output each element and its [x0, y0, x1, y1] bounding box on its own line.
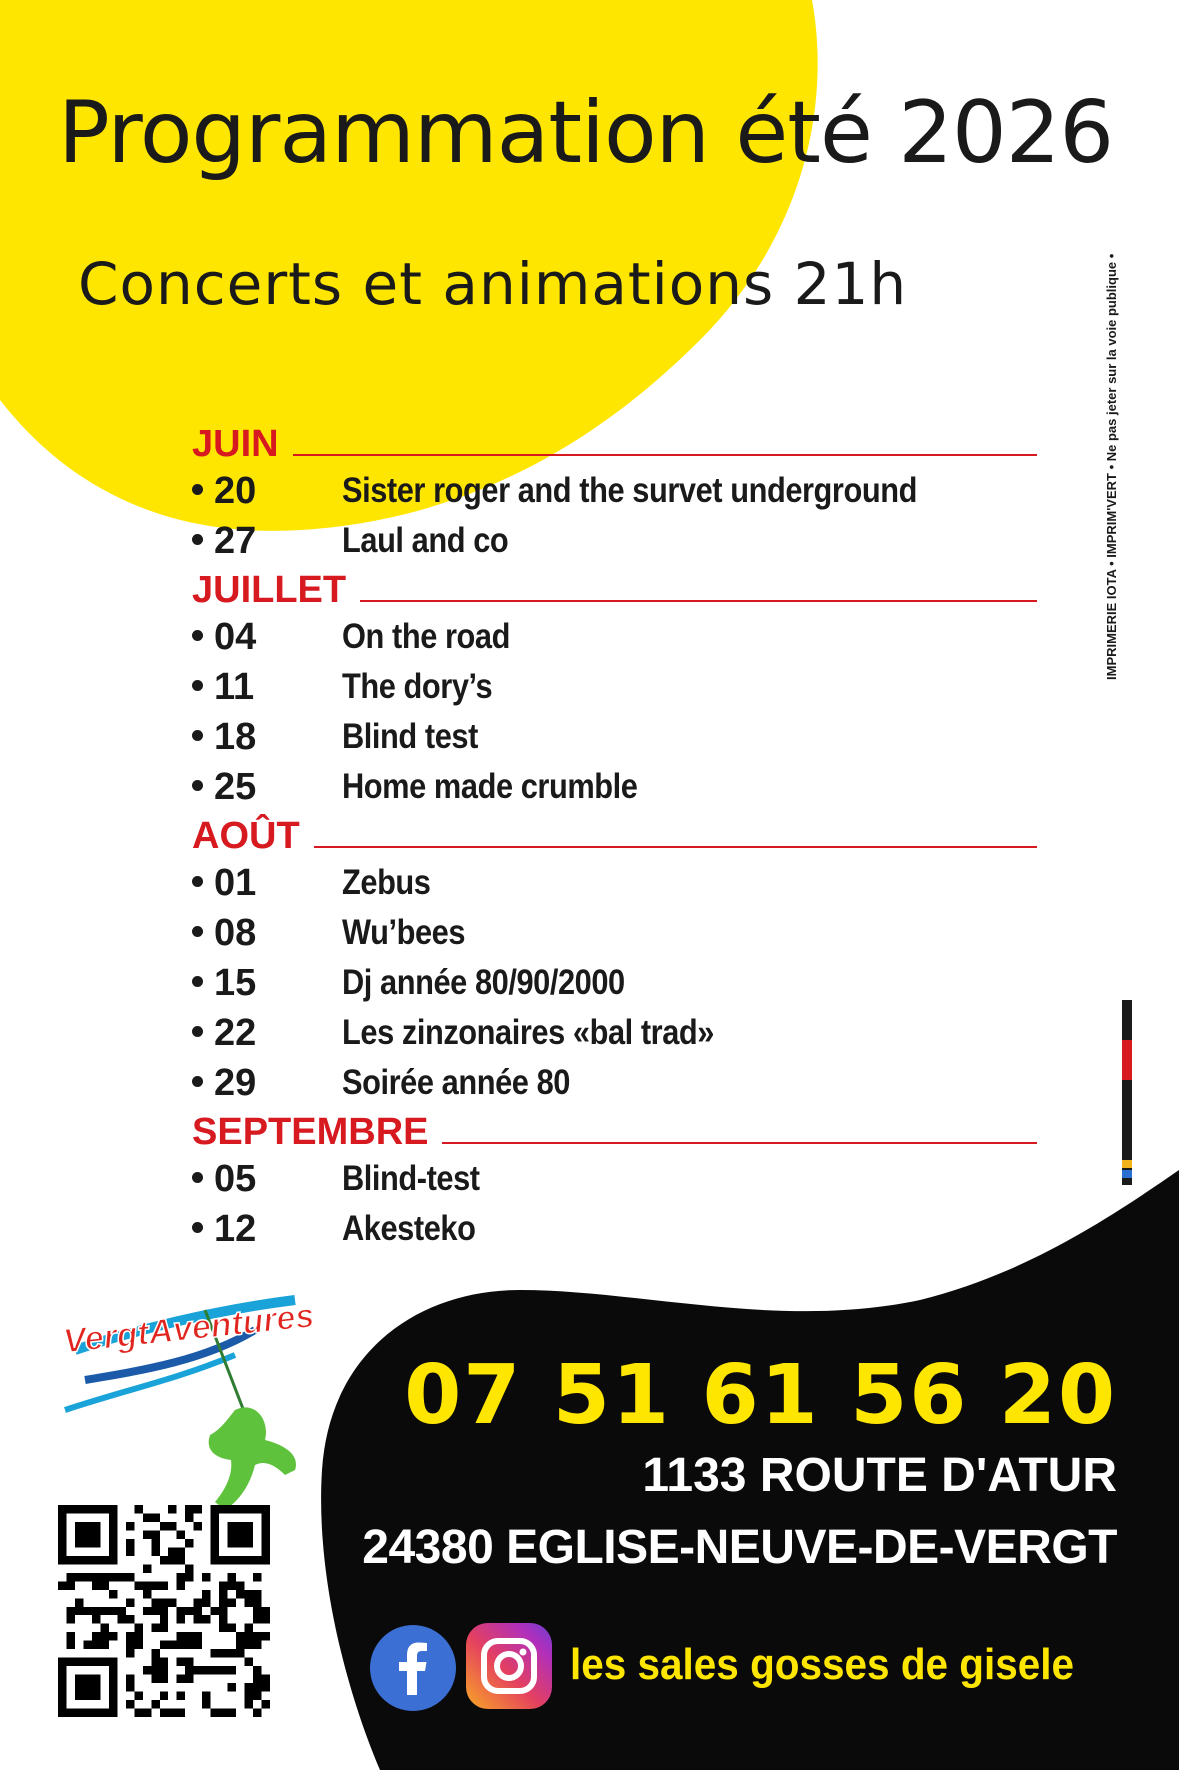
event-day-number: 25	[214, 765, 257, 808]
event-row	[192, 858, 1037, 908]
event-day-number: 05	[214, 1157, 257, 1200]
address-line-2: 24380 EGLISE-NEUVE-DE-VERGT	[362, 1521, 1117, 1574]
bullet-icon	[192, 1076, 203, 1087]
bullet-icon	[192, 730, 203, 741]
month-header	[192, 814, 1037, 858]
event-row	[192, 612, 1037, 662]
vergtaventures-logo	[55, 1270, 355, 1520]
event-day	[192, 862, 342, 905]
event-day	[192, 1062, 342, 1105]
event-day-number: 04	[214, 615, 257, 658]
poster-subtitle: Concerts et animations 21h	[78, 250, 908, 318]
event-name: Blind-test	[342, 1159, 480, 1198]
bullet-icon	[192, 1026, 203, 1037]
event-day-number: 29	[214, 1061, 257, 1104]
bullet-icon	[192, 534, 203, 545]
month-divider	[293, 454, 1037, 456]
event-day-number: 18	[214, 715, 257, 758]
phone-number: 07 51 61 56 20	[404, 1348, 1117, 1443]
event-name: Wu’bees	[342, 913, 466, 952]
event-name: Akesteko	[342, 1209, 476, 1248]
event-name: Blind test	[342, 717, 478, 756]
event-day-number: 01	[214, 861, 257, 904]
month-name: JUILLET	[192, 569, 347, 611]
social-handle[interactable]: les sales gosses de gisele	[570, 1640, 1075, 1689]
month-header	[192, 568, 1037, 612]
bullet-icon	[192, 976, 203, 987]
event-row	[192, 712, 1037, 762]
event-row	[192, 466, 1037, 516]
printer-logo	[1118, 1000, 1136, 1190]
event-day	[192, 470, 342, 513]
event-day	[192, 1208, 342, 1251]
printer-notice: IMPRIMERIE IOTA • IMPRIM'VERT • Ne pas jeter sur la voie publique •	[1104, 253, 1119, 680]
bullet-icon	[192, 484, 203, 495]
event-day-number: 15	[214, 961, 257, 1004]
instagram-icon[interactable]	[466, 1623, 552, 1709]
logo-text: VergtAventures	[61, 1296, 317, 1361]
event-day-number: 27	[214, 519, 257, 562]
event-day	[192, 716, 342, 759]
bullet-icon	[192, 780, 203, 791]
event-row	[192, 1154, 1037, 1204]
event-row	[192, 908, 1037, 958]
event-day-number: 22	[214, 1011, 257, 1054]
month-name: AOÛT	[192, 815, 300, 857]
event-day	[192, 520, 342, 563]
event-day-number: 20	[214, 469, 257, 512]
event-name: Sister roger and the survet underground	[342, 471, 917, 510]
program-list	[192, 420, 1037, 1254]
event-day	[192, 912, 342, 955]
bullet-icon	[192, 1222, 203, 1233]
qr-code[interactable]	[58, 1505, 270, 1717]
bullet-icon	[192, 630, 203, 641]
month-divider	[442, 1142, 1037, 1144]
event-day-number: 08	[214, 911, 257, 954]
event-row	[192, 1008, 1037, 1058]
event-day-number: 12	[214, 1207, 257, 1250]
event-name: Dj année 80/90/2000	[342, 963, 625, 1002]
event-row	[192, 958, 1037, 1008]
event-day	[192, 962, 342, 1005]
address-line-1: 1133 ROUTE D'ATUR	[642, 1449, 1117, 1502]
poster-title: Programmation été 2026	[58, 83, 1114, 183]
month-divider	[360, 600, 1037, 602]
event-name: Laul and co	[342, 521, 509, 560]
bullet-icon	[192, 680, 203, 691]
event-row	[192, 662, 1037, 712]
month-name: SEPTEMBRE	[192, 1111, 429, 1153]
event-day	[192, 666, 342, 709]
event-name: Soirée année 80	[342, 1063, 570, 1102]
event-name: On the road	[342, 617, 510, 656]
month-header	[192, 422, 1037, 466]
event-day	[192, 766, 342, 809]
bullet-icon	[192, 926, 203, 937]
event-row	[192, 762, 1037, 812]
event-name: Home made crumble	[342, 767, 638, 806]
event-row	[192, 516, 1037, 566]
event-name: Zebus	[342, 863, 431, 902]
month-header	[192, 1110, 1037, 1154]
climber	[209, 1407, 296, 1510]
month-name: JUIN	[192, 423, 279, 465]
event-day	[192, 616, 342, 659]
event-day	[192, 1158, 342, 1201]
event-day	[192, 1012, 342, 1055]
facebook-icon[interactable]	[370, 1625, 456, 1711]
bullet-icon	[192, 876, 203, 887]
event-row	[192, 1204, 1037, 1254]
month-divider	[314, 846, 1037, 848]
event-name: Les zinzonaires «bal trad»	[342, 1013, 714, 1052]
event-day-number: 11	[214, 665, 255, 708]
event-row	[192, 1058, 1037, 1108]
event-name: The dory’s	[342, 667, 493, 706]
bullet-icon	[192, 1172, 203, 1183]
